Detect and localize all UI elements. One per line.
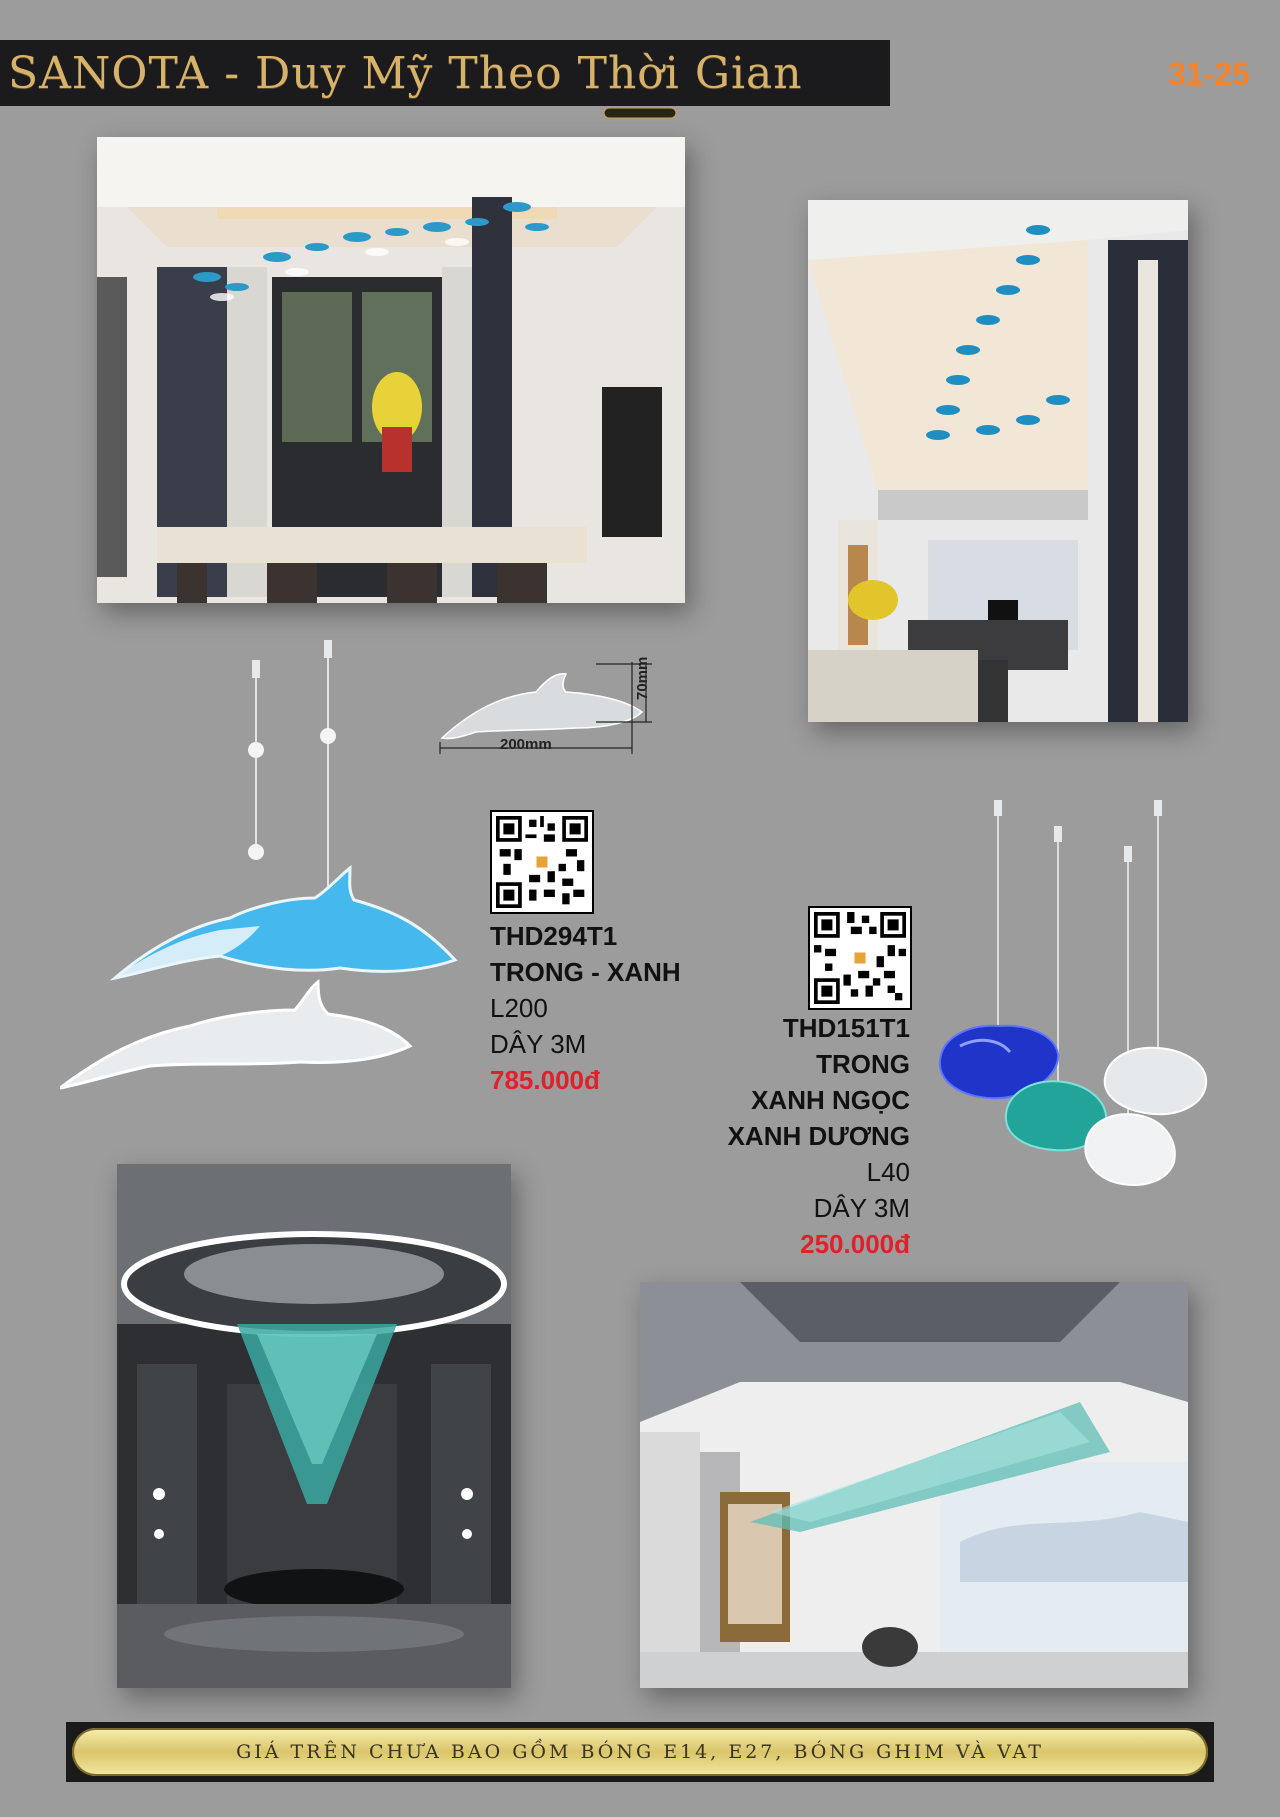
qr-code-icon: [814, 912, 906, 1004]
product-price: 250.000đ: [800, 1229, 910, 1259]
product-info-thd294t1: [490, 918, 681, 1098]
brand-emblem-icon: [600, 106, 680, 120]
qr-code-thd294t1[interactable]: [492, 812, 592, 912]
photo-round-lobby: [117, 1164, 511, 1688]
product-cable: DÂY 3M: [813, 1193, 910, 1223]
dimension-width-label: 200mm: [500, 736, 552, 753]
dimension-height-label: 70mm: [634, 656, 651, 700]
product-price: 785.000đ: [490, 1065, 600, 1095]
photo-atrium: [808, 200, 1188, 722]
product-size: L40: [866, 1157, 910, 1187]
product-cable: DÂY 3M: [490, 1029, 587, 1059]
photo-dining-room: [97, 137, 685, 603]
photo-crystal-hall: [640, 1282, 1188, 1688]
product-code: THD294T1: [490, 921, 618, 951]
product-code: THD151T1: [782, 1013, 910, 1043]
brand-title: SANOTA - Duy Mỹ Theo Thời Gian: [8, 48, 803, 99]
product-info-thd151t1: [728, 1010, 910, 1262]
dolphin-outline-icon: [442, 674, 642, 739]
product-size: L200: [490, 993, 548, 1023]
qr-code-thd151t1[interactable]: [810, 908, 910, 1008]
product-color-2: XANH NGỌC: [751, 1085, 910, 1115]
page-number: 31-25: [1168, 56, 1250, 92]
footer-note: GIÁ TRÊN CHƯA BAO GỒM BÓNG E14, E27, BÓNG GHIM VÀ VAT: [236, 1741, 1044, 1763]
product-image-glass-pendants: [930, 796, 1210, 1236]
qr-code-icon: [496, 816, 588, 908]
product-color: TRONG - XANH: [490, 957, 681, 987]
product-color-3: XANH DƯƠNG: [727, 1121, 910, 1151]
product-image-dolphin-pendant: [60, 626, 470, 1096]
product-color-1: TRONG: [816, 1049, 910, 1079]
